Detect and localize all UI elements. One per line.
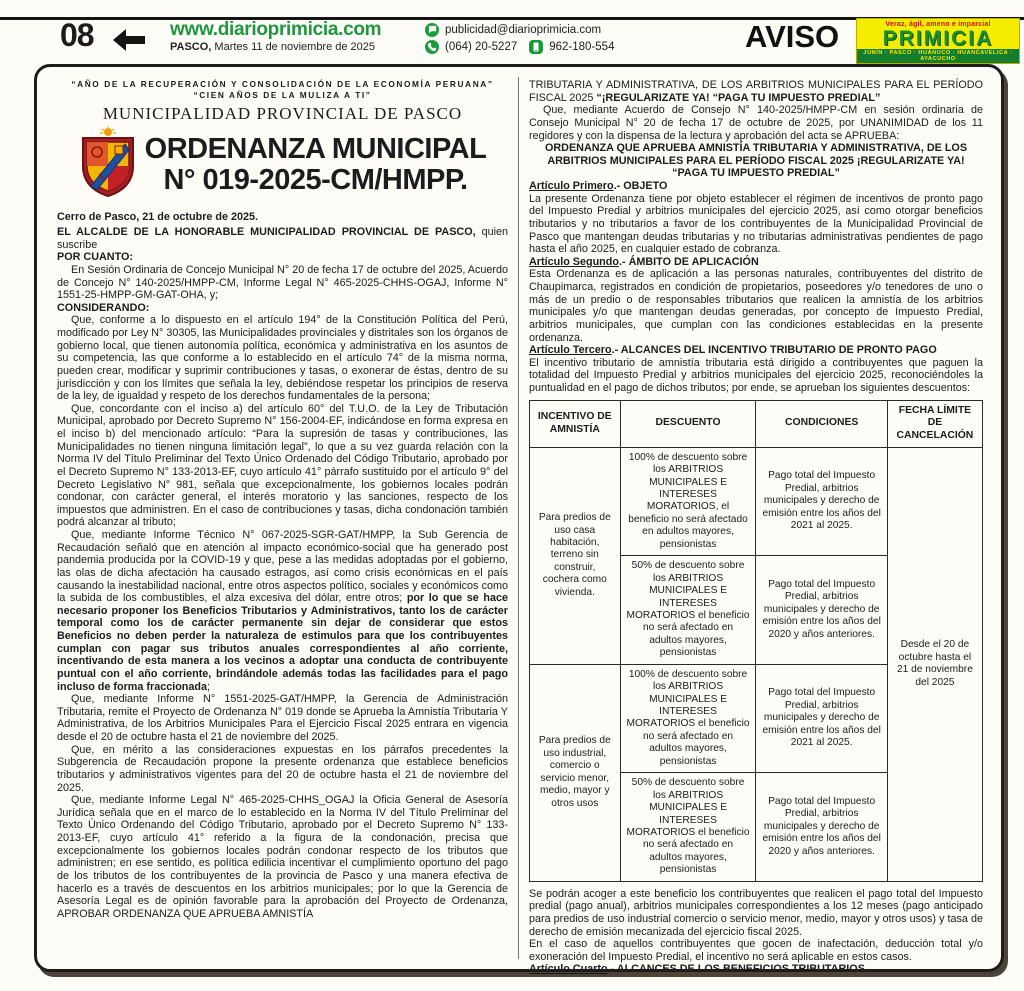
- newspaper-header: [0, 17, 1024, 63]
- primicia-logo: [856, 18, 1020, 64]
- epigraph-line-2: “CIEN AÑOS DE LA MULIZA A TI”: [193, 90, 372, 101]
- paragraph-informe-1551: Que, mediante Informe N° 1551-2025-GAT/HMPP, la Gerencia de Administración Tributaria, remite el Proyecto de Ordenanza N° 019 donde se Aprueba la Amnistía Tributaria Y Administrativa, de los Arbitrios Municipales Para el Ejercicio Fiscal 2025 entrara en vigencia desde el 20 de octubre hasta el 21 de noviembre del 2025.: [57, 693, 508, 743]
- masthead-url-block: [170, 19, 381, 53]
- approval-statement: ORDENANZA QUE APRUEBA AMNISTÍA TRIBUTARIA Y ADMINISTRATIVA, DE LOS ARBITRIOS MUNICIPALES PARA EL PERÍODO FISCAL 2025 ¡REGULARIZATE YA! “PAGA TU IMPUESTO PREDIAL”: [544, 142, 968, 180]
- paragraph-alcalde: [57, 226, 508, 251]
- header-incentivo: INCENTIVO DE AMNISTÍA: [530, 400, 621, 447]
- article-2-suffix: .- ÁMBITO DE APLICACIÓN: [618, 255, 759, 268]
- informe-tecnico-tail: ;: [207, 680, 210, 693]
- coat-of-arms: [79, 126, 137, 203]
- email-row: [425, 21, 614, 38]
- back-arrow-icon: [113, 29, 147, 56]
- article-3-suffix: .- ALCANCES DEL INCENTIVO TRIBUTARIO DE PRONTO PAGO: [611, 344, 937, 357]
- informe-tecnico-normal: Que, mediante Informe Técnico N° 067-2025-SGR-GAT/HMPP, la Sub Gerencia de Recaudación señaló que en atención al impacto económico-social que ha generado post pandemia producida por la COVID-19 y que, pese a las medidas adoptadas por el gobierno, las olas de dicha afectación ha causado estragos, así como crisis económicas en el país causando la inestabilidad nacional, entre otros aspectos político, sociales y económicos como la subida de los combustibles, el alza excesiva del dólar, entre otros;: [57, 529, 508, 605]
- notice-frame: [34, 64, 1004, 976]
- paragraph-tuo: Que, concordante con el inciso a) del artículo 60° del T.U.O. de la Ley de Tributación Municipal, aprobado por Decreto Supremo N° 156-2004-EF, indicándose en forma expresa en el inciso b) del mencionado artículo: “Para la supresión de tasas y contribuciones, las Municipalidades no tienen ninguna limitación legal”, lo que a su vez guarda relación con la Norma IV del Título Preliminar del Texto Único Ordenado del Código Tributario, aprobado por el Decreto Supremo N° 133-2013-EF, cuyo artículo 41° párrafo sustituido por el artículo 9° del Decreto Legislativo N° 981, señala que excepcionalmente, los gobiernos locales podrán condonar, con carácter general, el interés moratorio y las sanciones, respecto de los impuestos que administren. En el caso de contribuciones y tasas, dicha condonación también podrá alcanzar al tributo;: [57, 402, 508, 529]
- phone-icon: [425, 40, 439, 54]
- article-4-label: Artículo Cuarto: [529, 963, 608, 976]
- place-date: Cerro de Pasco, 21 de octubre de 2025.: [57, 211, 259, 224]
- mobile-number: 962-180-554: [549, 40, 615, 53]
- alcalde-bold: EL ALCALDE DE LA HONORABLE MUNICIPALIDAD PROVINCIAL DE PASCO,: [57, 226, 476, 238]
- table-row: [530, 447, 983, 556]
- cell-group-casa: Para predios de uso casa habitación, terreno sin construir, cochera como vivienda.: [530, 447, 621, 664]
- paragraph-post-table-2: En el caso de aquellos contribuyentes que gocen de inafectación, deducción total y/o exoneración del Impuesto Predial, el incentivo no será aplicable en estos casos.: [529, 938, 983, 963]
- logo-regions: JUNÍN · PASCO · HUÁNUCO · HUANCAVELICA · AYACUCHO: [857, 49, 1019, 63]
- mobile-phone-icon: [529, 40, 543, 54]
- informe-tecnico-bold: por lo que se hace necesario proponer los Beneficios Tributarios y Administrativos, tanto los de carácter temporal como los de carácter permanente sin dejar de considerar que estos Beneficios no deben perder la naturaleza de estimulos para que los contribuyentes cumplan con pagar sus tributos anuales correspondientes al año corriente, incentivando de esta manera a los vecinos a adoptar una conducta de contribuyente puntual con el año corriente, brindándole además todas las facilidades para el pago incluso de forma fraccionada: [57, 592, 508, 693]
- cell-condiciones-3: Pago total del Impuesto Predial, arbitrios municipales y derecho de emisión entre los años del 2021 al 2025.: [756, 664, 887, 773]
- alcalde-rest: quien suscribe: [57, 226, 508, 251]
- cell-descuento-2: 50% de descuento sobre los ARBITRIOS MUNICIPALES E INTERESES MORATORIOS el beneficio no será afectado en adultos mayores, pensionistas: [620, 556, 756, 665]
- article-3-label: Artículo Tercero: [529, 344, 612, 357]
- left-column: [49, 77, 519, 959]
- discounts-table: [529, 400, 983, 882]
- phone-row: [425, 38, 614, 55]
- contact-block: [425, 21, 614, 55]
- article-1-suffix: .- OBJETO: [613, 180, 668, 192]
- page-number: 08: [60, 17, 94, 53]
- article-2-label: Artículo Segundo: [529, 255, 619, 268]
- paragraph-merito: Que, en mérito a las consideraciones expuestas en los párrafos precedentes la Subgerencia de Recaudación propone la presente ordenanza que establece beneficios tributarios y administrativos vigentes para del 20 de octubre hasta el 21 de noviembre del 2025.: [57, 743, 508, 794]
- cell-descuento-4: 50% de descuento sobre los ARBITRIOS MUNICIPALES E INTERESES MORATORIOS el beneficio no será afectado en adultos mayores, pensionistas: [620, 773, 756, 882]
- article-4-suffix: .- ALCANCES DE LOS BENEFICIOS TRIBUTARIOS: [607, 963, 865, 976]
- article-4-heading: [529, 963, 983, 976]
- cell-condiciones-1: Pago total del Impuesto Predial, arbitrios municipales y derecho de emisión entre los años del 2021 al 2025.: [756, 447, 887, 556]
- email-address: publicidad@diarioprimicia.com: [445, 23, 602, 36]
- paragraph-informe-tecnico: [57, 529, 508, 693]
- article-3-heading: [529, 344, 983, 357]
- header-descuento: DESCUENTO: [620, 400, 756, 447]
- cell-condiciones-2: Pago total del Impuesto Predial, arbitrios municipales y derecho de emisión entre los años del 2020 y años anteriores.: [756, 556, 887, 665]
- cell-group-industrial: Para predios de uso industrial, comercio o servicio menor, medio, mayor y otros usos: [530, 664, 621, 881]
- phone-number: (064) 20-5227: [445, 40, 518, 53]
- article-2-body: Esta Ordenanza es de aplicación a las personas naturales, contribuyentes del distrito de Chaupimarca, registrados en condición de propietarios, poseedores y/o tenedores de uno o más de un predio o de responsables tributarios que realicen la amnistía de los arbitrios municipales y/o que mantengan deudas generadas, por concepto de Impuesto Predial, arbitrios municipales, que cumplan con las condiciones establecidas en la presente ordenanza.: [529, 268, 983, 344]
- section-label: AVISO: [745, 19, 840, 54]
- header-condiciones: CONDICIONES: [756, 400, 887, 447]
- paragraph-sesion: En Sesión Ordinaria de Concejo Municipal N° 20 de fecha 17 de octubre del 2025, Acuerdo de Concejo N° 140-2025/HMPP-CM, Informe Legal N° 465-2025-CHHS-OGAJ, Informe N° 1551-25-HMPP-GM-GAT-OHA, y;: [57, 263, 508, 302]
- paragraph-constitucion: Que, conforme a lo dispuesto en el artículo 194° de la Constitución Política del Perú, modificado por Ley N° 30305, las Municipalidades provinciales y distritales son los órganos de gobierno local, que tienen autonomía política, económica y administrativa en los asuntos de su competencia, las que conforme a lo establecido en el artículo 74° de la misma norma, pueden crear, modificar y suprimir contribuciones y tasas, o exonerar de éstas, dentro de su jurisdicción y con los límites que señala la ley, debiéndose respetar los principios de reserva de la ley, de igualdad y respeto de los derechos fundamentales de la persona;: [57, 314, 508, 403]
- article-2-heading: [529, 256, 983, 269]
- dateline-city: PASCO,: [170, 41, 212, 53]
- header-fecha-limite: FECHA LÍMITE DE CANCELACIÓN: [887, 400, 982, 447]
- continuation-normal: TRIBUTARIA Y ADMINISTRATIVA, DE LOS ARBITRIOS MUNICIPALES PARA EL PERÍODO FISCAL 2025: [529, 79, 983, 104]
- paragraph-continuation: [529, 79, 983, 104]
- paragraph-informe-legal: Que, mediante Informe Legal N° 465-2025-CHHS_OGAJ la Oficia General de Asesoría Jurídica señala que en el marco de lo establecido en la Norma IV del Título Preliminar del Texto Único Ordenando del Código Tributario, aprobado por el Decreto Supremo N° 133-2013-EF, cuyo artículo 41° referido a la figura de la condonación, precisa que excepcionalmente los gobiernos locales podrán condonar respecto de los tributos que administren; en ese sentido, es política edilicia incentivar el cumplimiento oportuno del pago de los tributos de los contribuyentes de la provincia de Pasco y una manera efectiva de hacerlo es a través de descuentos en los arbitrios municipales; por lo que la Gerencia de Asesoría Legal es de opinión favorable para la aprobación del Proyecto de Ordenanza, APROBAR ORDENANZA QUE APRUEBA AMNISTÍA: [57, 794, 508, 920]
- article-1-body: La presente Ordenanza tiene por objeto establecer el régimen de incentivos de pronto pago del Impuesto Predial y arbitrios municipales del ejercicio 2025, así como otorgar beneficios tributarios y no tributarios a favor de los contribuyentes de la Municipalidad Provincial de Pasco que mantengan deudas tributarias y no tributarias administrativas pendientes de pago hasta el año 2025, en cualquier estado de cobranza.: [529, 192, 983, 256]
- heading-considerando: CONSIDERANDO:: [57, 301, 150, 314]
- paragraph-post-table-1: Se podrán acoger a este beneficio los contribuyentes que realicen el pago total del Impuesto predial (pago anual), arbitrios municipales correspondientes a los 12 meses (pago anticipado para predios de uso industrial comercio o servicio menor, medio, mayor y otros usos) y tasa de derecho de emisión mecanizada del ejercicio fiscal 2025.: [529, 887, 983, 938]
- right-column: [519, 77, 989, 976]
- cell-condiciones-4: Pago total del Impuesto Predial, arbitrios municipales y derecho de emisión entre los años del 2020 y años anteriores.: [756, 773, 887, 882]
- chat-bubble-icon: [425, 23, 439, 37]
- site-url: www.diarioprimicia.com: [170, 19, 382, 40]
- epigraph-line-1: “AÑO DE LA RECUPERACIÓN Y CONSOLIDACIÓN DE LA ECONOMÍA PERUANA”: [71, 79, 494, 89]
- entity-name: MUNICIPALIDAD PROVINCIAL DE PASCO: [102, 104, 463, 124]
- dateline-date: Martes 11 de noviembre de 2025: [211, 41, 376, 53]
- heading-por-cuanto: POR CUANTO:: [57, 251, 133, 264]
- dateline: [170, 41, 381, 53]
- cell-descuento-3: 100% de descuento sobre los ARBITRIOS MUNICIPALES E INTERESES MORATORIOS el beneficio no será afectado en adultos mayores, pensionistas: [620, 664, 756, 773]
- article-1-label: Artículo Primero: [529, 180, 614, 192]
- logo-tagline: Veraz, ágil, ameno e imparcial: [885, 21, 991, 28]
- title-block: [57, 126, 508, 203]
- cell-deadline: Desde el 20 de octubre hasta el 21 de noviembre del 2025: [887, 447, 982, 881]
- table-header-row: [530, 400, 983, 447]
- paragraph-acuerdo: Que, mediante Acuerdo de Consejo N° 140-2025/HMPP-CM en sesión ordinaria de Consejo Municipal N° 20 de fecha 17 de octubre de 2025, por UNANIMIDAD de los 11 regidores y con la dispensa de la lectura y aprobación del acta se APRUEBA:: [529, 104, 983, 142]
- ordinance-title-line-2: N° 019-2025-CM/HMPP.: [163, 163, 468, 196]
- logo-name: PRIMICIA: [882, 26, 994, 50]
- article-1-heading: [529, 180, 983, 193]
- cell-descuento-1: 100% de descuento sobre los ARBITRIOS MUNICIPALES E INTERESES MORATORIOS, el beneficio no será afectado en adultos mayores, pensionistas: [620, 447, 756, 556]
- continuation-bold: “¡REGULARIZATE YA! “PAGA TU IMPUESTO PREDIAL”: [596, 91, 881, 104]
- ordinance-title-line-1: ORDENANZA MUNICIPAL: [144, 132, 487, 165]
- article-3-body: El incentivo tributario de amnistía tributaria está dirigido a contribuyentes que paguen la totalidad del Impuesto Predial y arbitrios municipales del ejercicio 2025, reconociéndoles la puntualidad en el pago de dichos tributos; por ende, se aprueban los siguientes descuentos:: [529, 356, 983, 394]
